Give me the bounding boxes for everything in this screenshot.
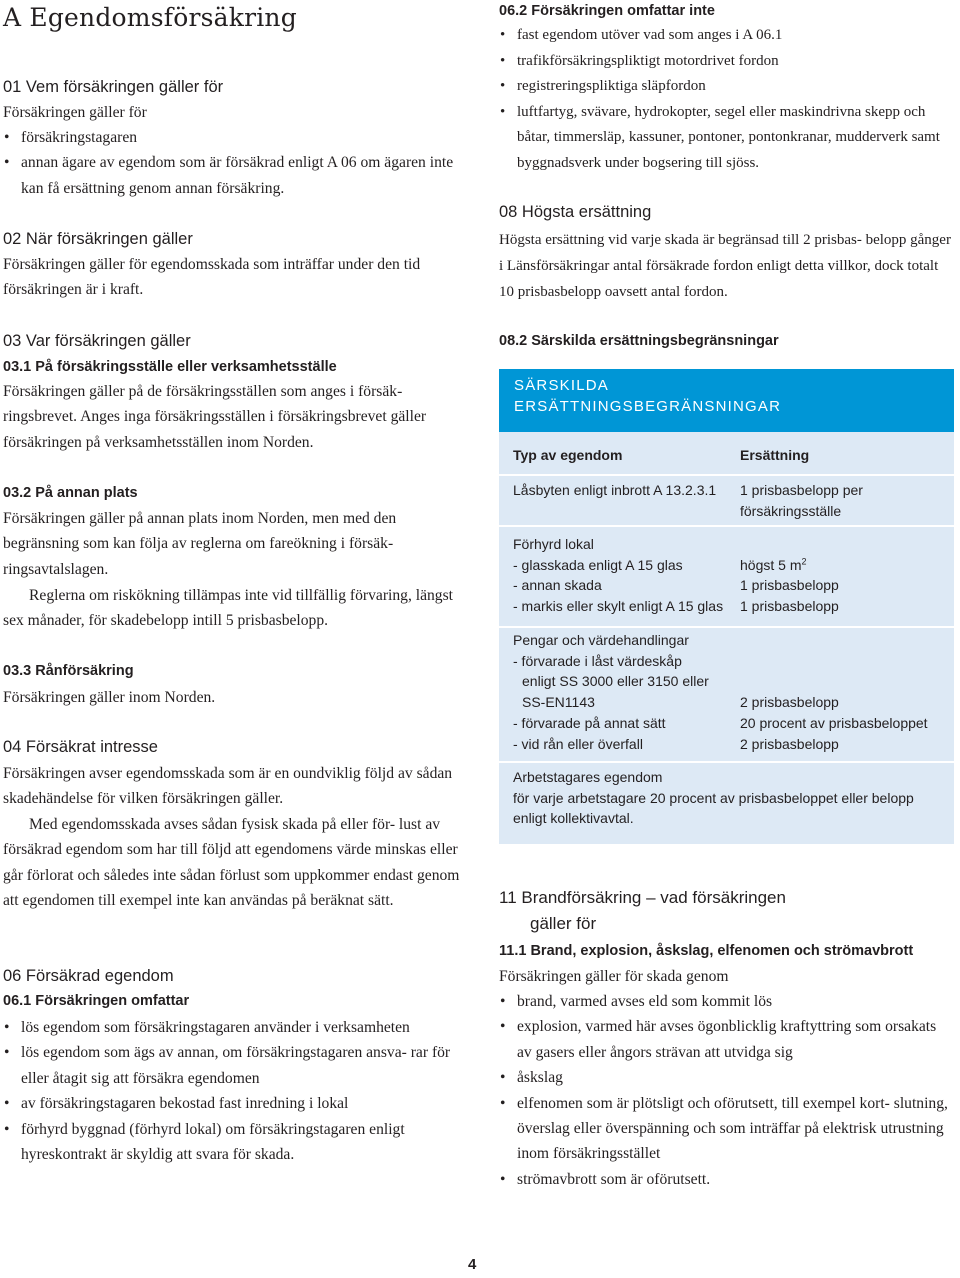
section-03-heading: 03 Var försäkringen gäller [3,332,191,350]
section-02-text: Försäkringen gäller för egendomsskada som inträffar under den tid försäkringen är i kraft. [3,256,421,299]
list-item: • elfenomen som är plötsligt och oförutsett, till exempel kort- slutning, överslag eller överspänning och som inträffar på elektrisk utrustning inom försäkringsstället [499,1091,954,1167]
row-2-type: Förhyrd lokal - glasskada enligt A 15 glas - annan skada - markis eller skylt enligt A 15 glas [513,536,724,615]
column-header-type: Typ av egendom [513,447,623,463]
section-06-2-heading: 06.2 Försäkringen omfattar inte [499,3,715,19]
list-item: • försäkringstagaren [3,125,463,150]
banner-line-1: SÄRSKILDA [514,377,609,394]
page-title: A Egendomsförsäkring [3,3,297,32]
row-3-type: Pengar och värdehandlingar - förvarade i låst värdeskåp enligt SS 3000 eller 3150 eller SS-EN1143 - förvarade på annat sätt - vid rån eller överfall [513,632,709,752]
row-3-compensation: 2 prisbasbelopp 20 procent av prisbasbeloppet 2 prisbasbelopp [740,694,928,752]
section-03-2-text-2: Reglerna om riskökning tillämpas inte vid tillfällig förvaring, längst sex månader, för skadebelopp intill 5 prisbasbelopp. [3,587,453,630]
list-item: • registreringspliktiga släpfordon [499,74,954,100]
list-item: • av försäkringstagaren bekostad fast inredning i lokal [3,1091,463,1116]
list-item: • fast egendom utöver vad som anges i A 06.1 [499,23,954,49]
section-06-1-heading: 06.1 Försäkringen omfattar [3,993,190,1009]
section-01-heading: 01 Vem försäkringen gäller för [3,78,224,96]
section-06-2-list [499,23,954,176]
section-03-3-heading: 03.3 Rånförsäkring [3,663,134,679]
row-divider [499,525,954,527]
section-11-1-list [499,989,954,1192]
section-08-2-heading: 08.2 Särskilda ersättningsbegränsningar [499,333,779,349]
list-item: • brand, varmed avses eld som kommit lös [499,989,954,1014]
section-01-list [3,125,463,201]
section-03-1-heading: 03.1 På försäkringsställe eller verksamhetsställe [3,359,337,375]
section-01-intro: Försäkringen gäller för [3,104,147,121]
page-number: 4 [468,1256,477,1273]
banner-line-2: ERSÄTTNINGSBEGRÄNSNINGAR [514,398,782,415]
section-02-heading: 02 När försäkringen gäller [3,230,193,248]
row-divider [499,474,954,476]
section-03-2-text: Försäkringen gäller på annan plats inom Norden, men med den begränsning som kan följa av reglerna om fareökning i försäk- ringsavtalslagen. [3,510,397,578]
row-1-type: Låsbyten enligt inbrott A 13.2.3.1 [513,482,717,498]
section-11-heading: 11 Brandförsäkring – vad försäkringen [499,888,786,907]
list-item: • lös egendom som ägs av annan, om försäkringstagaren ansva- rar för eller åtagit sig att försäkra egendomen [3,1040,463,1091]
row-divider [499,761,954,763]
column-header-compensation: Ersättning [740,447,810,463]
section-11-1-intro: Försäkringen gäller för skada genom [499,968,729,985]
list-item: • åskslag [499,1065,954,1090]
section-06-heading: 06 Försäkrad egendom [3,967,174,985]
section-04-text-2: Med egendomsskada avses sådan fysisk skada på eller för- lust av försäkrad egendom som har till följd att egendomens värde minskas eller går förlorat och således inte sådan förlust som uppkommer endast genom att egendomen till exempel inte kan användas på beräknat sätt. [3,816,460,910]
list-item: • trafikförsäkringspliktigt motordrivet fordon [499,49,954,75]
row-2-compensation: högst 5 $m^2$ 1 prisbasbelopp 1 prisbasbelopp [740,556,839,615]
list-item: • explosion, varmed här avses ögonblicklig kraftyttring som orsakats av gasers eller ångors strävan att utvidga sig [499,1014,954,1065]
section-03-2-heading: 03.2 På annan plats [3,485,138,501]
section-08-heading: 08 Högsta ersättning [499,203,652,221]
list-item: • strömavbrott som är oförutsett. [499,1167,954,1192]
limits-table [499,432,954,844]
section-08-text: Högsta ersättning vid varje skada är begränsad till 2 prisbas- belopp gånger i Länsförsäkringar antal försäkrade fordon enligt detta villkor, dock totalt 10 prisbasbelopp oavsett antal fordon. [499,232,951,300]
list-item: • annan ägare av egendom som är försäkrad enligt A 06 om ägaren inte kan få ersättning genom annan försäkring. [3,150,463,201]
list-item: • luftfartyg, svävare, hydrokopter, segel eller maskindrivna skepp och båtar, timmersläp, kassuner, pontoner, pontonkranar, mudderverk samt byggnadsverk under bogsering till sjöss. [499,100,954,177]
section-11-heading-2: gäller för [530,914,597,933]
list-item: • förhyrd byggnad (förhyrd lokal) om försäkringstagaren enligt hyreskontrakt är skyldig att svara för skada. [3,1117,463,1168]
section-11-1-heading: 11.1 Brand, explosion, åskslag, elfenomen och strömavbrott [499,943,914,959]
row-1-compensation: 1 prisbasbelopp per försäkringsställe [740,482,863,519]
list-item: • lös egendom som försäkringstagaren använder i verksamheten [3,1015,463,1040]
limits-banner [499,369,954,432]
section-04-text: Försäkringen avser egendomsskada som är en oundviklig följd av sådan skadehändelse för vilken försäkringen gäller. [3,765,453,808]
section-03-3-text: Försäkringen gäller inom Norden. [3,689,216,706]
row-4-type: Arbetstagares egendom för varje arbetstagare 20 procent av prisbasbeloppet eller belopp enligt kollektivavtal. [513,769,914,827]
row-divider [499,626,954,628]
section-03-1-text: Försäkringen gäller på de försäkringsställen som anges i försäk- ringsbrevet. Anges inga försäkringsställen i försäkringsbrevet gäller försäkringen på verksamhetsställen inom Norden. [3,383,427,451]
section-04-heading: 04 Försäkrat intresse [3,738,158,756]
section-06-1-list [3,1015,463,1167]
